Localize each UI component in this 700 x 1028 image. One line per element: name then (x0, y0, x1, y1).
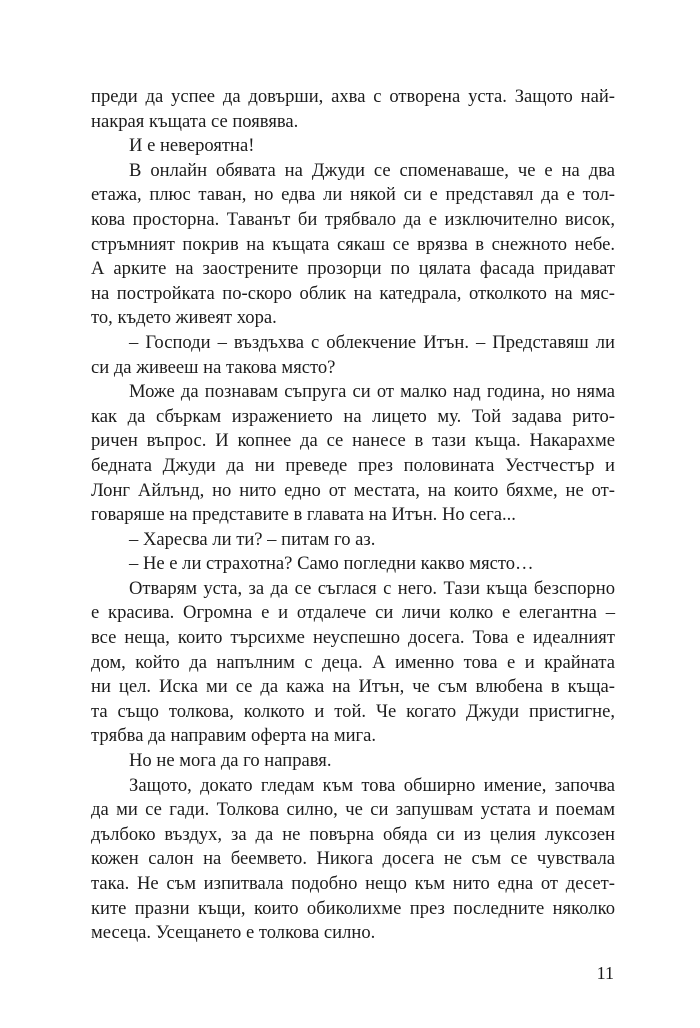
text-line: Лонг Айлънд, но нито едно от местата, на които бяхме, не от- (91, 479, 615, 501)
text-line: – Харесва ли ти? – питам го аз. (129, 528, 376, 550)
text-line: ричен въпрос. И копнее да се нанесе в тази къща. Накарахме (91, 430, 615, 452)
text-line: Може да познавам съпруга си от малко над година, но няма (129, 381, 615, 403)
text-line: накрая къщата се появява. (91, 110, 299, 132)
text-line: все неща, които търсихме неуспешно досега. Това е идеалният (91, 627, 615, 649)
text-line: на постройката по-скоро облик на катедрала, отколкото на мяс- (91, 282, 615, 304)
text-line: дом, който да напълним с деца. А именно това е и крайната (91, 651, 615, 673)
text-line: преди да успее да довърши, ахва с отворена уста. Защото най- (91, 86, 615, 107)
text-line: ките празни къщи, които обиколихме през последните няколко (91, 897, 615, 919)
text-line: месеца. Усещането е толкова силно. (91, 922, 376, 944)
text-line: кожен салон на беемвето. Никога досега не съм се чувствала (91, 848, 615, 870)
text-line: дълбоко въздух, за да не повърна обяда си из целия луксозен (91, 823, 615, 845)
text-line: бедната Джуди да ни преведе през половината Уестчестър и (91, 454, 615, 476)
text-line: е красива. Огромна е и отдалече си личи колко е елегантна – (91, 602, 615, 624)
text-line: И е невероятна! (129, 135, 255, 157)
text-line: трябва да направим оферта на мига. (91, 725, 377, 747)
text-line: – Не е ли страхотна? Само погледни какво място… (129, 553, 534, 575)
text-line: та също толкова, колкото и той. Че когато Джуди пристигне, (91, 700, 615, 722)
text-line: кова просторна. Таванът би трябвало да е изключително висок, (91, 208, 615, 230)
text-line: В онлайн обявата на Джуди се споменаваше, че е на два (129, 159, 615, 181)
text-line: си да живееш на такова място? (91, 356, 336, 378)
text-line: А арките на заострените прозорци по цялата фасада придават (91, 258, 615, 280)
text-line: Но не мога да го направя. (129, 750, 332, 772)
text-line: как да сбъркам изражението на лицето му. Той задава рито- (91, 405, 615, 427)
text-line: то, където живеят хора. (91, 307, 277, 329)
body-text (91, 85, 615, 946)
text-line: стръмният покрив на къщата сякаш се врязва в снежното небе. (91, 233, 615, 255)
text-line: така. Не съм изпитвала подобно нещо към нито една от десет- (91, 873, 615, 894)
text-line: говаряше на представите в главата на Итън. Но сега... (91, 504, 516, 526)
text-line: етажа, плюс таван, но едва ли някой си е представял да е тол- (91, 184, 615, 206)
text-line: ни цел. Искa ми се да кажа на Итън, че съм влюбена в къща- (91, 676, 615, 698)
page-number: 11 (596, 963, 614, 983)
text-line: Защото, докато гледам към това обширно имение, започва (129, 774, 615, 796)
text-line: – Господи – въздъхва с облекчение Итън. – Представяш ли (129, 331, 615, 353)
text-line: Отварям уста, за да се съглася с него. Тази къща безспорно (129, 577, 615, 599)
text-line: да ми се гади. Толкова силно, че си запушвам устата и поемам (91, 799, 615, 821)
